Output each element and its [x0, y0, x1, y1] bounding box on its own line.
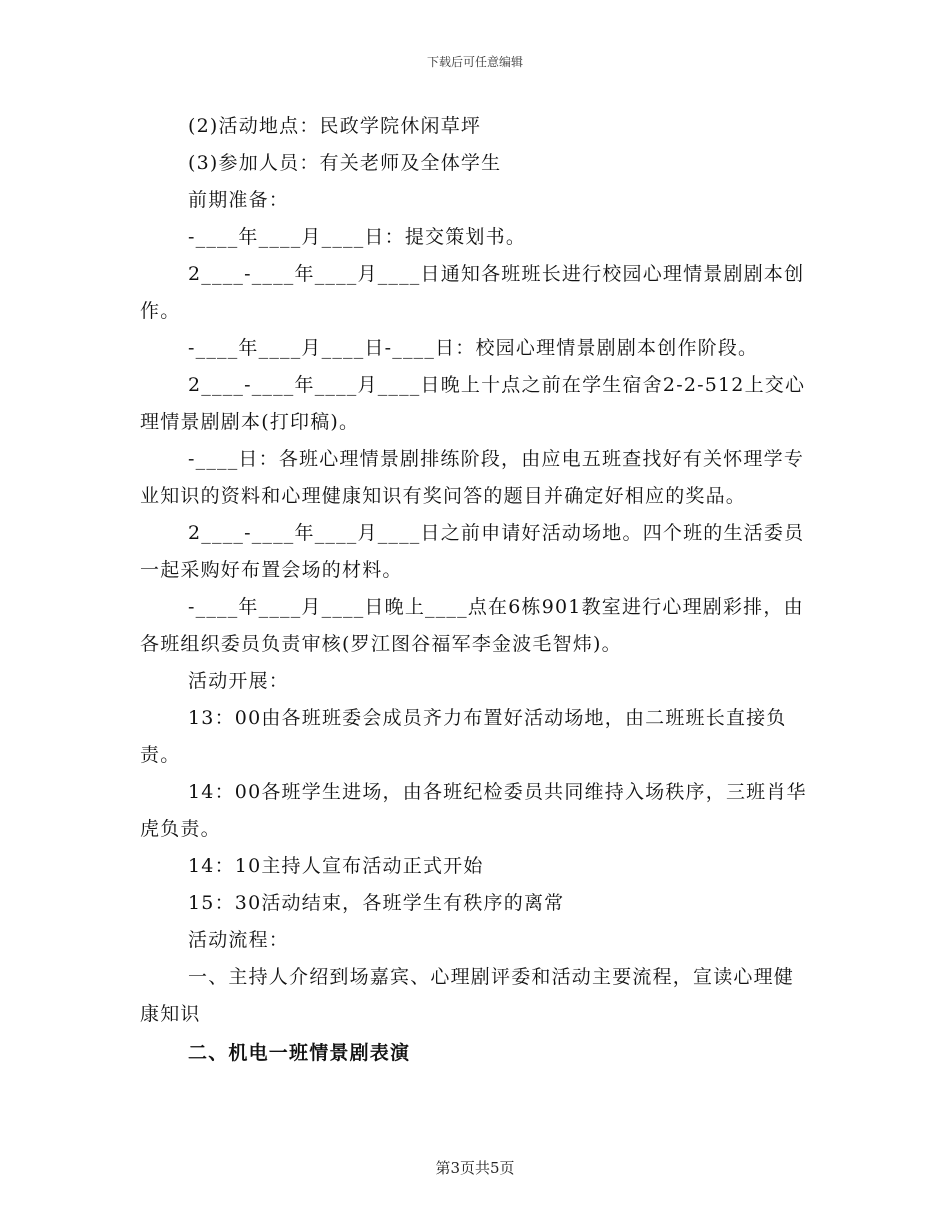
page-header: 下载后可任意编辑	[426, 55, 523, 69]
paragraph: -____年____月____日：提交策划书。	[188, 226, 527, 248]
paragraph: 14：10主持人宣布活动正式开始	[188, 855, 484, 877]
section-heading-activity: 活动开展：	[188, 670, 290, 692]
bold-heading: 二、机电一班情景剧表演	[188, 1042, 411, 1064]
paragraph: 15：30活动结束，各班学生有秩序的离常	[188, 892, 565, 914]
paragraph: -____日：各班心理情景剧排练阶段，由应电五班查找好有关怀理学专业知识的资料和心理健康知识有奖问答的题目并确定好相应的奖品。	[140, 448, 805, 507]
paragraph: 一、主持人介绍到场嘉宾、心理剧评委和活动主要流程，宣读心理健康知识	[140, 966, 795, 1025]
paragraph: -____年____月____日晚上____点在6栋901教室进行心理剧彩排，由各班组织委员负责审核(罗江图谷福军李金波毛智炜)。	[140, 596, 804, 655]
paragraph: 13：00由各班班委会成员齐力布置好活动场地，由二班班长直接负责。	[140, 707, 787, 766]
section-heading-flow: 活动流程：	[188, 929, 290, 951]
paragraph: (2)活动地点：民政学院休闲草坪	[188, 115, 482, 137]
page-footer: 第3页共5页	[435, 1159, 515, 1177]
paragraph: -____年____月____日-____日：校园心理情景剧剧本创作阶段。	[188, 337, 759, 359]
paragraph: (3)参加人员：有关老师及全体学生	[188, 152, 502, 174]
paragraph: 14：00各班学生进场，由各班纪检委员共同维持入场秩序，三班肖华虎负责。	[140, 781, 807, 840]
paragraph: 前期准备：	[188, 189, 290, 211]
paragraph: 2____-____年____月____日晚上十点之前在学生宿舍2-2-512上交心理情景剧剧本(打印稿)。	[140, 374, 806, 433]
paragraph: 2____-____年____月____日之前申请好活动场地。四个班的生活委员一起采购好布置会场的材料。	[140, 522, 805, 581]
paragraph: 2____-____年____月____日通知各班班长进行校园心理情景剧剧本创作。	[140, 263, 805, 322]
document-body	[140, 108, 812, 1072]
